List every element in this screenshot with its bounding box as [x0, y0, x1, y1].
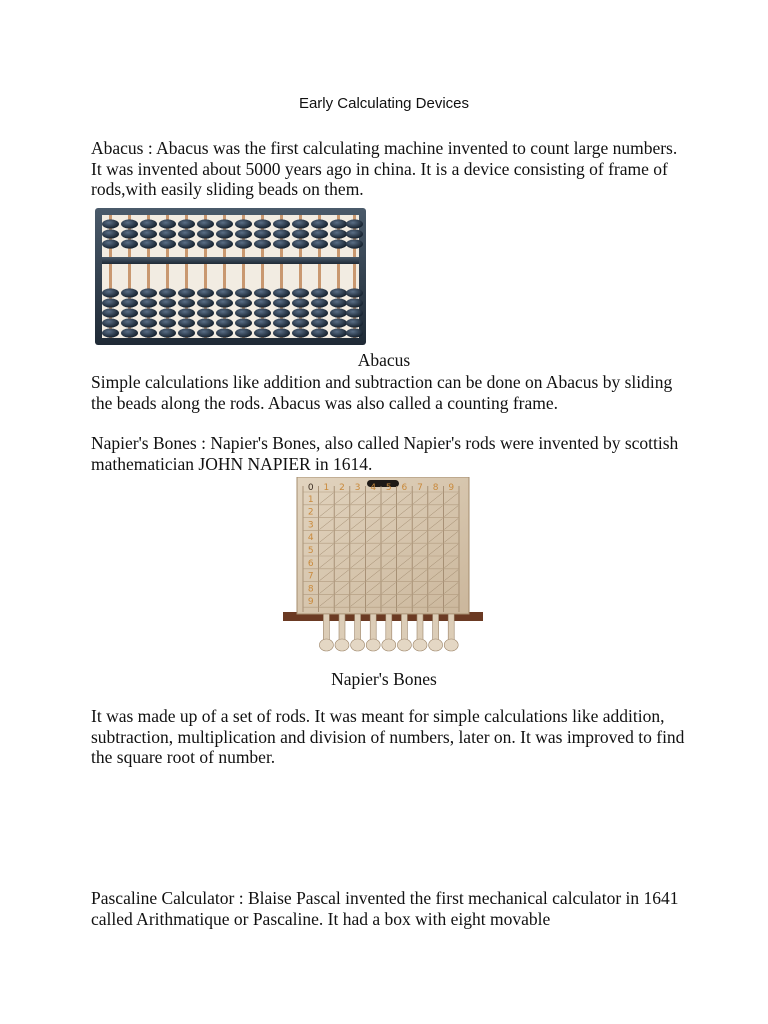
column-digit: 5 — [385, 483, 392, 493]
abacus-bead — [178, 318, 195, 327]
abacus-bead — [159, 239, 176, 248]
abacus-bead — [330, 318, 347, 327]
abacus-bead — [216, 229, 233, 238]
abacus-bead — [197, 328, 214, 337]
column-digit: 7 — [417, 483, 423, 493]
abacus-bead — [273, 239, 290, 248]
abacus-bead — [273, 288, 290, 297]
abacus-bead — [178, 219, 195, 228]
column-digit: 8 — [432, 483, 439, 493]
abacus-bead — [254, 298, 271, 307]
abacus-bead — [159, 308, 176, 317]
abacus-bead — [159, 298, 176, 307]
abacus-bead — [346, 288, 363, 297]
abacus-bead — [197, 239, 214, 248]
abacus-bead — [235, 219, 252, 228]
abacus-bead — [159, 219, 176, 228]
abacus-bead — [140, 239, 157, 248]
column-digit: 9 — [448, 483, 455, 493]
rod-knob — [444, 639, 458, 651]
abacus-bead — [311, 318, 328, 327]
abacus-bead — [140, 308, 157, 317]
abacus-bead — [102, 318, 119, 327]
abacus-bead — [121, 308, 138, 317]
row-digit: 1 — [307, 494, 314, 505]
abacus-bead — [330, 219, 347, 228]
abacus-bead — [102, 239, 119, 248]
abacus-bead — [216, 328, 233, 337]
abacus-bead — [178, 239, 195, 248]
rod-handle — [417, 614, 423, 640]
abacus-bead — [159, 328, 176, 337]
row-digit: 9 — [307, 597, 314, 608]
row-digit: 3 — [307, 520, 314, 531]
abacus-bead — [178, 308, 195, 317]
abacus-bead — [273, 318, 290, 327]
abacus-bead — [235, 288, 252, 297]
abacus-bead — [140, 288, 157, 297]
abacus-bead — [197, 308, 214, 317]
abacus-bead — [121, 219, 138, 228]
abacus-bead — [197, 288, 214, 297]
abacus-bead — [254, 308, 271, 317]
rod-handle — [370, 614, 376, 640]
abacus-bead — [254, 219, 271, 228]
abacus-bead — [197, 318, 214, 327]
pascaline-intro-paragraph: Pascaline Calculator : Blaise Pascal invented the first mechanical calculator in 1641 called Arithmatique or Pascaline. It had a box with eight movable — [91, 888, 679, 929]
abacus-bead — [102, 229, 119, 238]
abacus-bead — [311, 288, 328, 297]
abacus-bead — [346, 298, 363, 307]
abacus-bead — [121, 229, 138, 238]
abacus-bead — [330, 288, 347, 297]
abacus-bead — [121, 298, 138, 307]
abacus-bead — [235, 298, 252, 307]
abacus-bead — [102, 298, 119, 307]
column-digit: 1 — [323, 483, 330, 493]
abacus-bead — [102, 288, 119, 297]
abacus-bead — [292, 328, 309, 337]
abacus-caption: Abacus — [357, 350, 411, 370]
rod-knob — [319, 639, 333, 651]
column-digit: 0 — [307, 483, 314, 493]
abacus-bead — [292, 308, 309, 317]
abacus-bead — [216, 288, 233, 297]
row-digit: 5 — [307, 546, 314, 556]
abacus-bead — [273, 328, 290, 337]
rod-knob — [382, 639, 396, 651]
row-digit: 8 — [307, 584, 314, 595]
abacus-bead — [330, 229, 347, 238]
rod-knob — [397, 639, 411, 651]
abacus-bead — [121, 288, 138, 297]
abacus-bead — [346, 219, 363, 228]
napiers-bones-image — [283, 477, 483, 659]
abacus-bead — [292, 288, 309, 297]
abacus-bead — [346, 229, 363, 238]
rod-handle — [448, 614, 454, 640]
abacus-bead — [346, 328, 363, 337]
abacus-bead — [292, 239, 309, 248]
abacus-bead — [235, 239, 252, 248]
abacus-bead — [254, 328, 271, 337]
abacus-bead — [197, 219, 214, 228]
rod-handle — [433, 614, 439, 640]
abacus-bead — [292, 298, 309, 307]
abacus-bead — [254, 318, 271, 327]
rod-knob — [335, 639, 349, 651]
rod-handle — [386, 614, 392, 640]
abacus-bead — [311, 298, 328, 307]
abacus-bead — [140, 219, 157, 228]
abacus-bead — [292, 318, 309, 327]
abacus-bead — [330, 239, 347, 248]
abacus-bead — [216, 219, 233, 228]
abacus-bead — [121, 318, 138, 327]
abacus-bead — [273, 229, 290, 238]
abacus-bead — [311, 239, 328, 248]
abacus-bead — [102, 328, 119, 337]
abacus-bead — [292, 219, 309, 228]
column-digit: 3 — [354, 483, 361, 493]
abacus-bead — [235, 328, 252, 337]
abacus-bead — [140, 318, 157, 327]
abacus-bead — [311, 328, 328, 337]
row-digit: 4 — [307, 533, 314, 544]
abacus-bead — [178, 229, 195, 238]
abacus-detail-paragraph: Simple calculations like addition and subtraction can be done on Abacus by sliding the beads along the rods. Abacus was also called a counting frame. — [91, 372, 673, 413]
napier-detail-paragraph: It was made up of a set of rods. It was meant for simple calculations like addition, subtraction, multiplication and division of numbers, later on. It was improved to find the square root of number. — [91, 706, 685, 767]
napier-caption: Napier's Bones — [331, 669, 437, 689]
rod-knob — [429, 639, 443, 651]
abacus-bead — [216, 308, 233, 317]
row-digit: 6 — [307, 558, 314, 569]
rod-handle — [339, 614, 345, 640]
abacus-bead — [178, 288, 195, 297]
abacus-bead — [330, 308, 347, 317]
abacus-bead — [346, 239, 363, 248]
abacus-bead — [254, 288, 271, 297]
rod-handle — [401, 614, 407, 640]
napier-intro-paragraph: Napier's Bones : Napier's Bones, also called Napier's rods were invented by scottish mathematician JOHN NAPIER in 1614. — [91, 433, 679, 474]
abacus-bead — [330, 298, 347, 307]
row-digit: 7 — [307, 571, 314, 582]
abacus-bead — [159, 288, 176, 297]
abacus-bead — [140, 298, 157, 307]
abacus-bead — [140, 229, 157, 238]
abacus-bead — [254, 239, 271, 248]
abacus-bead — [311, 308, 328, 317]
abacus-bead — [197, 229, 214, 238]
abacus-bead — [330, 328, 347, 337]
page-title: Early Calculating Devices — [298, 95, 470, 112]
abacus-bead — [346, 308, 363, 317]
abacus-bead — [178, 328, 195, 337]
abacus-bead — [235, 318, 252, 327]
abacus-bead — [216, 318, 233, 327]
rod-knob — [413, 639, 427, 651]
rod-handle — [323, 614, 329, 640]
abacus-bead — [254, 229, 271, 238]
abacus-bead — [273, 219, 290, 228]
rod-knob — [366, 639, 380, 651]
abacus-bead — [311, 229, 328, 238]
abacus-bead — [121, 328, 138, 337]
abacus-bead — [273, 298, 290, 307]
abacus-bead — [102, 219, 119, 228]
abacus-bead — [216, 239, 233, 248]
abacus-bead — [121, 239, 138, 248]
abacus-bead — [140, 328, 157, 337]
abacus-bead — [235, 308, 252, 317]
row-digit: 2 — [307, 507, 314, 518]
rod-knob — [351, 639, 365, 651]
rod-handle — [355, 614, 361, 640]
abacus-bead — [102, 308, 119, 317]
abacus-bead — [197, 298, 214, 307]
abacus-bead — [311, 219, 328, 228]
column-digit: 2 — [339, 483, 345, 493]
abacus-image — [94, 207, 367, 346]
abacus-bead — [292, 229, 309, 238]
abacus-intro-paragraph: Abacus : Abacus was the first calculating machine invented to count large numbers. It was invented about 5000 years ago in china. It is a device consisting of frame of rods,with easily sliding beads on them. — [91, 138, 678, 199]
abacus-bead — [216, 298, 233, 307]
abacus-bead — [273, 308, 290, 317]
abacus-bead — [178, 298, 195, 307]
abacus-bead — [159, 318, 176, 327]
column-digit: 6 — [401, 483, 408, 493]
abacus-bead — [159, 229, 176, 238]
column-digit: 4 — [370, 483, 377, 493]
abacus-bead — [235, 229, 252, 238]
abacus-bead — [346, 318, 363, 327]
